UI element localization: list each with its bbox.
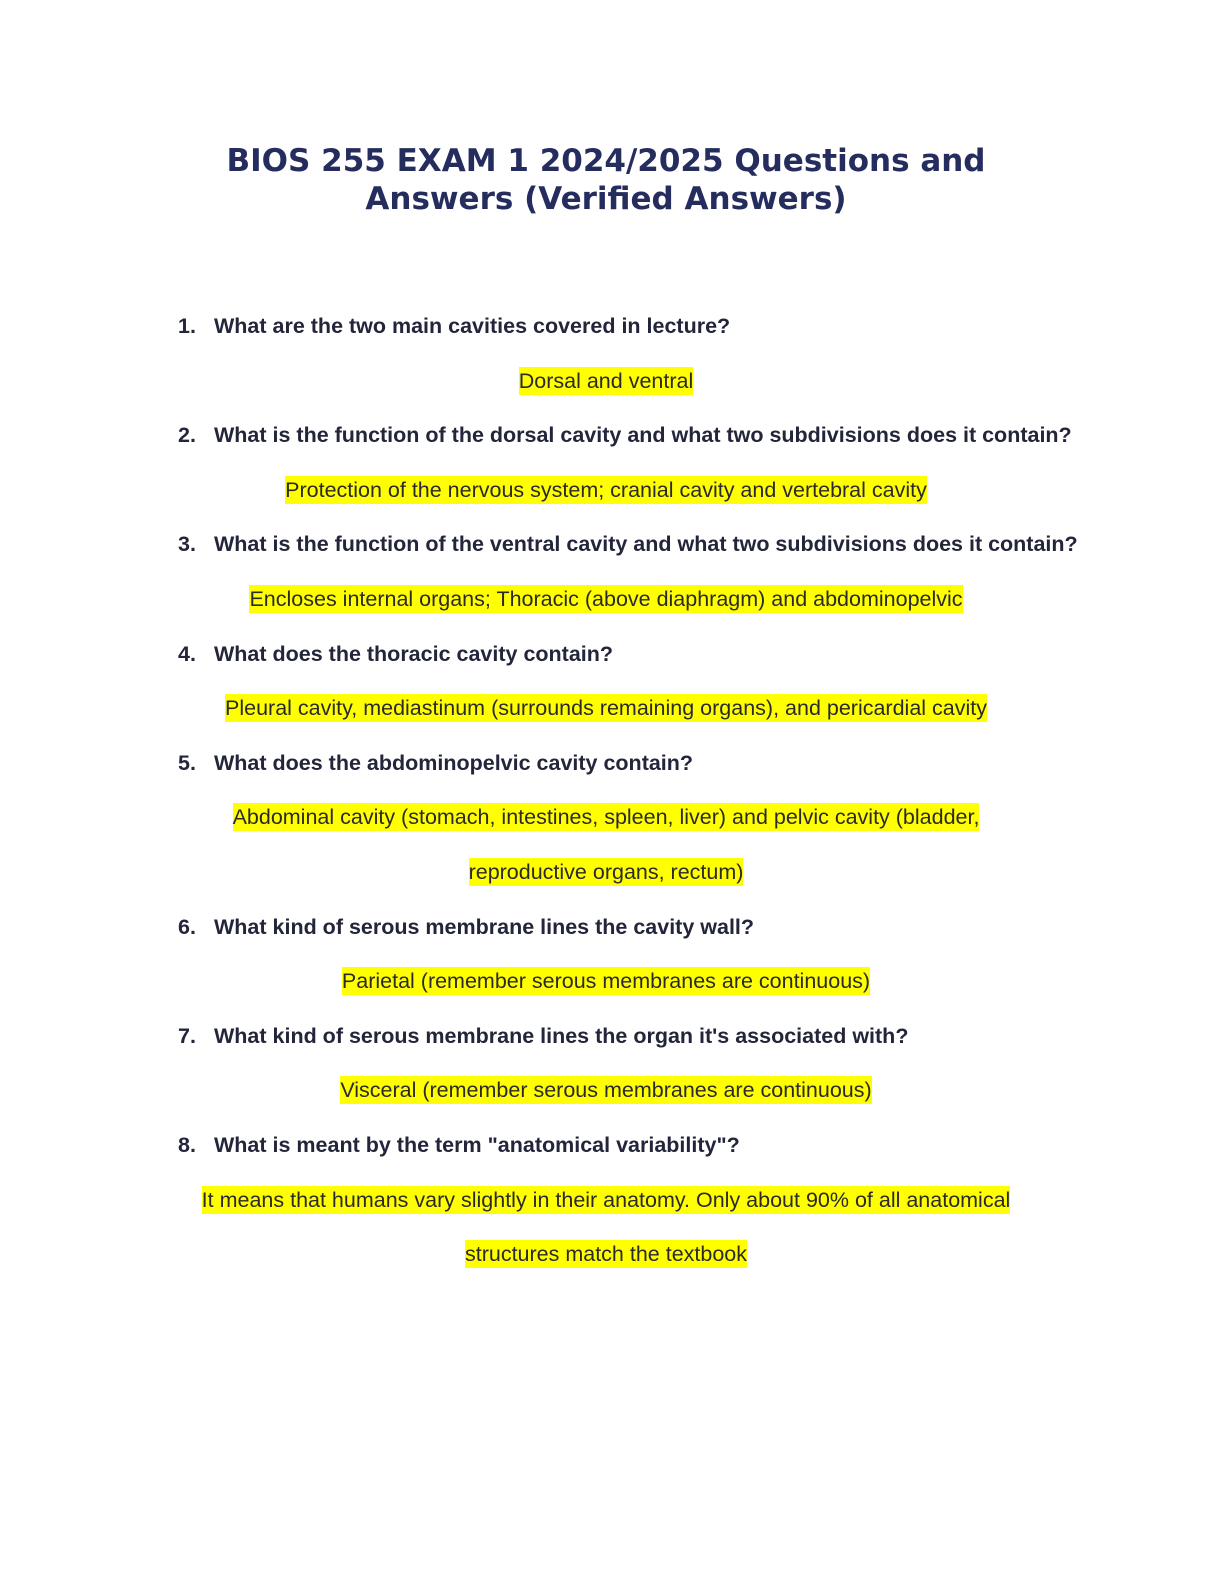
question-number: 8.: [178, 1132, 196, 1157]
question-text: What does the thoracic cavity contain?: [214, 641, 614, 666]
question-text: What are the two main cavities covered in lecture?: [214, 314, 731, 338]
question-text: What is the function of the ventral cavity and what two subdivisions does it contain?: [214, 532, 1078, 557]
question: [0, 736, 1084, 791]
qa-item-6: [0, 900, 1224, 1009]
question-text: What does the abdominopelvic cavity contain?: [214, 750, 694, 775]
answer: [0, 790, 1212, 845]
answer: [0, 845, 1212, 900]
answer: [0, 1227, 1212, 1282]
page-title: [0, 142, 1212, 218]
question-number: 1.: [178, 314, 196, 338]
question-text: What is meant by the term "anatomical variability"?: [214, 1132, 740, 1157]
question: [0, 1009, 1084, 1064]
answer-text-line-1: It means that humans vary slightly in their anatomy. Only about 90% of all anatomical: [201, 1187, 1011, 1212]
question-number: 7.: [178, 1023, 196, 1048]
qa-item-2: [0, 408, 1224, 517]
question: [0, 900, 1084, 955]
answer-text: Pleural cavity, mediastinum (surrounds remaining organs), and pericardial cavity: [225, 696, 987, 721]
answer-text: Encloses internal organs; Thoracic (above diaphragm) and abdominopelvic: [249, 586, 963, 611]
question: [0, 299, 1084, 354]
answer: [0, 463, 1212, 518]
qa-item-3: [0, 517, 1224, 626]
question-text: What is the function of the dorsal cavity and what two subdivisions does it contain?: [214, 423, 1072, 448]
qa-item-1: [0, 299, 1224, 408]
question-text: What kind of serous membrane lines the organ it's associated with?: [214, 1023, 909, 1048]
question-text: What kind of serous membrane lines the cavity wall?: [214, 914, 755, 939]
question: [0, 1118, 1084, 1173]
qa-item-5: [0, 736, 1224, 900]
title-line-1: BIOS 255 EXAM 1 2024/2025 Questions and: [226, 143, 986, 179]
question: [0, 627, 1084, 682]
answer-text: Protection of the nervous system; cranial cavity and vertebral cavity: [285, 477, 927, 502]
question-number: 2.: [178, 423, 196, 448]
title-line-2: Answers (Verified Answers): [365, 181, 847, 217]
answer-text-line-2: structures match the textbook: [464, 1242, 748, 1267]
qa-item-4: [0, 627, 1224, 736]
answer: [0, 954, 1212, 1009]
qa-item-8: [0, 1118, 1224, 1282]
question-number: 5.: [178, 750, 196, 775]
question-number: 3.: [178, 532, 196, 557]
answer-text: Visceral (remember serous membranes are continuous): [340, 1078, 872, 1103]
question: [0, 517, 1084, 572]
question-answer-list: [0, 299, 1224, 1282]
question-number: 4.: [178, 641, 196, 666]
answer: [0, 354, 1212, 409]
answer: [0, 572, 1212, 627]
question-number: 6.: [178, 914, 196, 939]
answer-text-line-2: reproductive organs, rectum): [468, 859, 744, 884]
answer-text-line-1: Abdominal cavity (stomach, intestines, spleen, liver) and pelvic cavity (bladder,: [232, 805, 980, 830]
answer: [0, 681, 1212, 736]
answer-text: Dorsal and ventral: [518, 368, 694, 393]
answer-text: Parietal (remember serous membranes are continuous): [341, 969, 871, 994]
answer: [0, 1173, 1212, 1228]
qa-item-7: [0, 1009, 1224, 1118]
question: [0, 408, 1084, 463]
answer: [0, 1063, 1212, 1118]
